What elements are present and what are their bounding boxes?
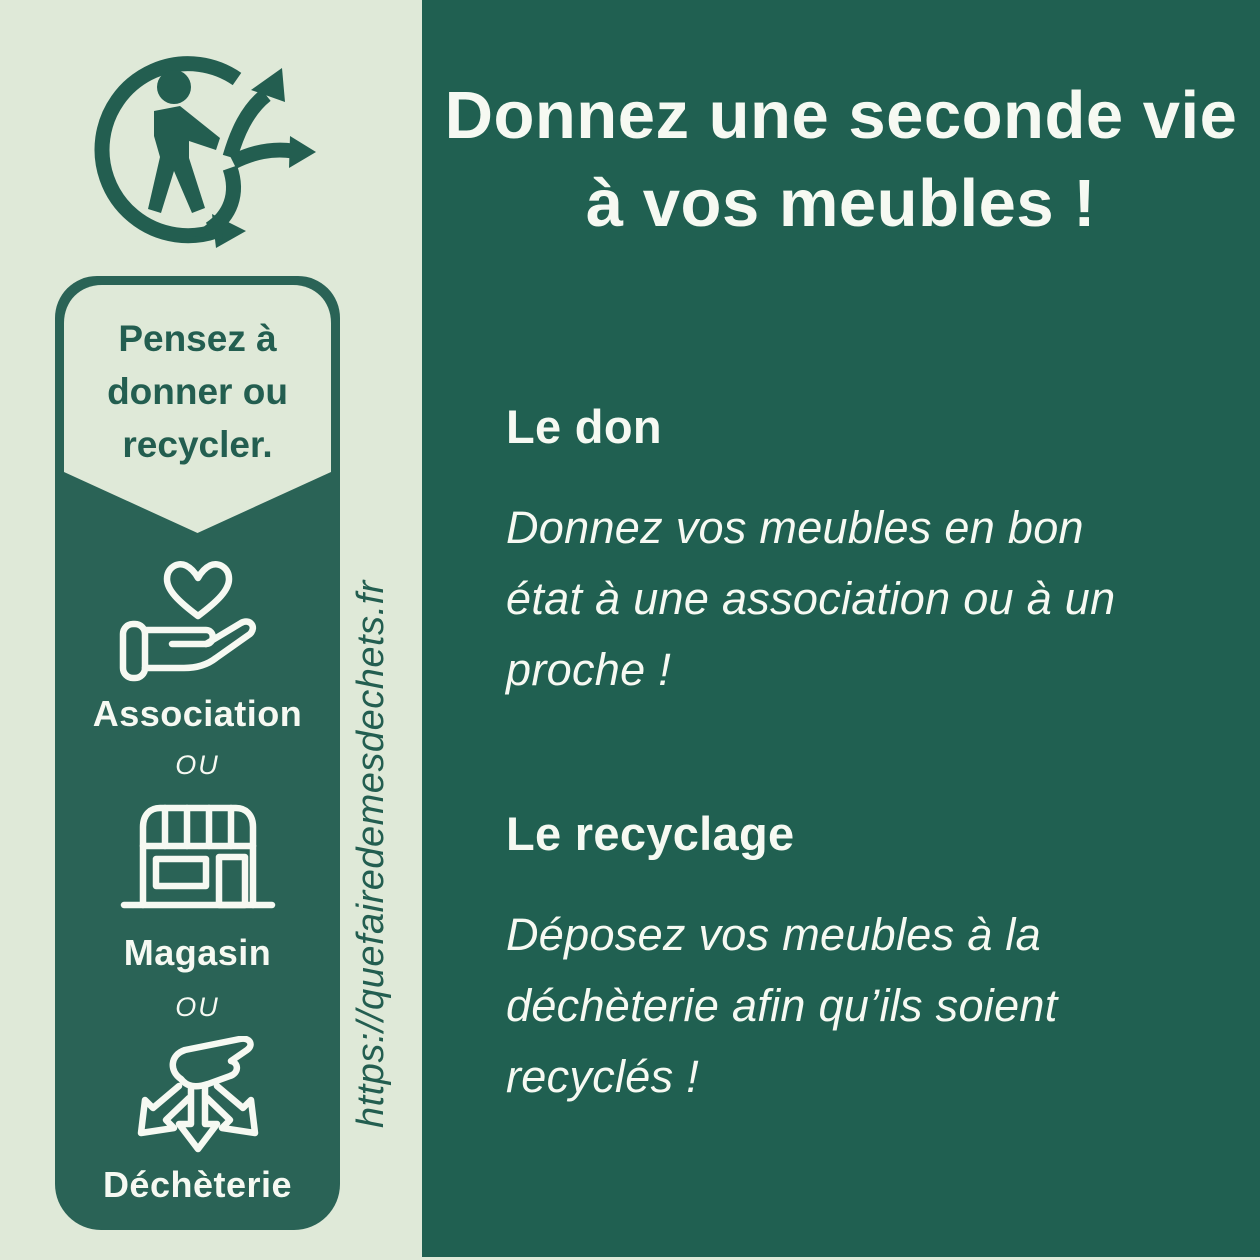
body-line: Déposez vos meubles à la bbox=[506, 909, 1041, 960]
section-body-le-recyclage bbox=[506, 899, 1208, 1112]
destination-label-dechetterie: Déchèterie bbox=[102, 1164, 293, 1205]
separator-ou: OU bbox=[175, 992, 220, 1022]
hand-heart-icon bbox=[55, 556, 340, 688]
banner-line: donner ou bbox=[107, 371, 288, 412]
section-heading-le-don: Le don bbox=[506, 400, 662, 453]
separator-ou: OU bbox=[175, 750, 220, 780]
section-le-recyclage bbox=[506, 806, 1208, 1112]
triman-recycling-logo-icon bbox=[88, 44, 316, 256]
page-title bbox=[422, 72, 1260, 249]
left-column bbox=[0, 0, 422, 1260]
destination-label-association: Association bbox=[92, 693, 303, 734]
banner-text bbox=[55, 312, 340, 471]
body-line: déchèterie afin qu’ils soient bbox=[506, 980, 1058, 1031]
body-line: Donnez vos meubles en bon bbox=[506, 502, 1084, 553]
body-line: recyclés ! bbox=[506, 1051, 700, 1102]
sorting-arrows-icon bbox=[55, 1036, 340, 1166]
body-line: état à une association ou à un bbox=[506, 573, 1116, 624]
destination-label-magasin: Magasin bbox=[123, 932, 272, 973]
body-line: proche ! bbox=[506, 644, 671, 695]
title-line: Donnez une seconde vie bbox=[444, 78, 1238, 153]
banner-line: recycler. bbox=[122, 424, 273, 465]
title-line: à vos meubles ! bbox=[585, 166, 1097, 242]
section-heading-le-recyclage: Le recyclage bbox=[506, 807, 795, 860]
store-icon bbox=[55, 799, 340, 917]
section-body-le-don bbox=[506, 492, 1208, 705]
section-le-don bbox=[506, 399, 1208, 705]
ribbon-banner bbox=[55, 276, 340, 1230]
banner-line: Pensez à bbox=[118, 318, 277, 359]
website-url: https://quefairedemesdechets.fr bbox=[350, 580, 392, 1128]
main-panel bbox=[422, 0, 1260, 1257]
